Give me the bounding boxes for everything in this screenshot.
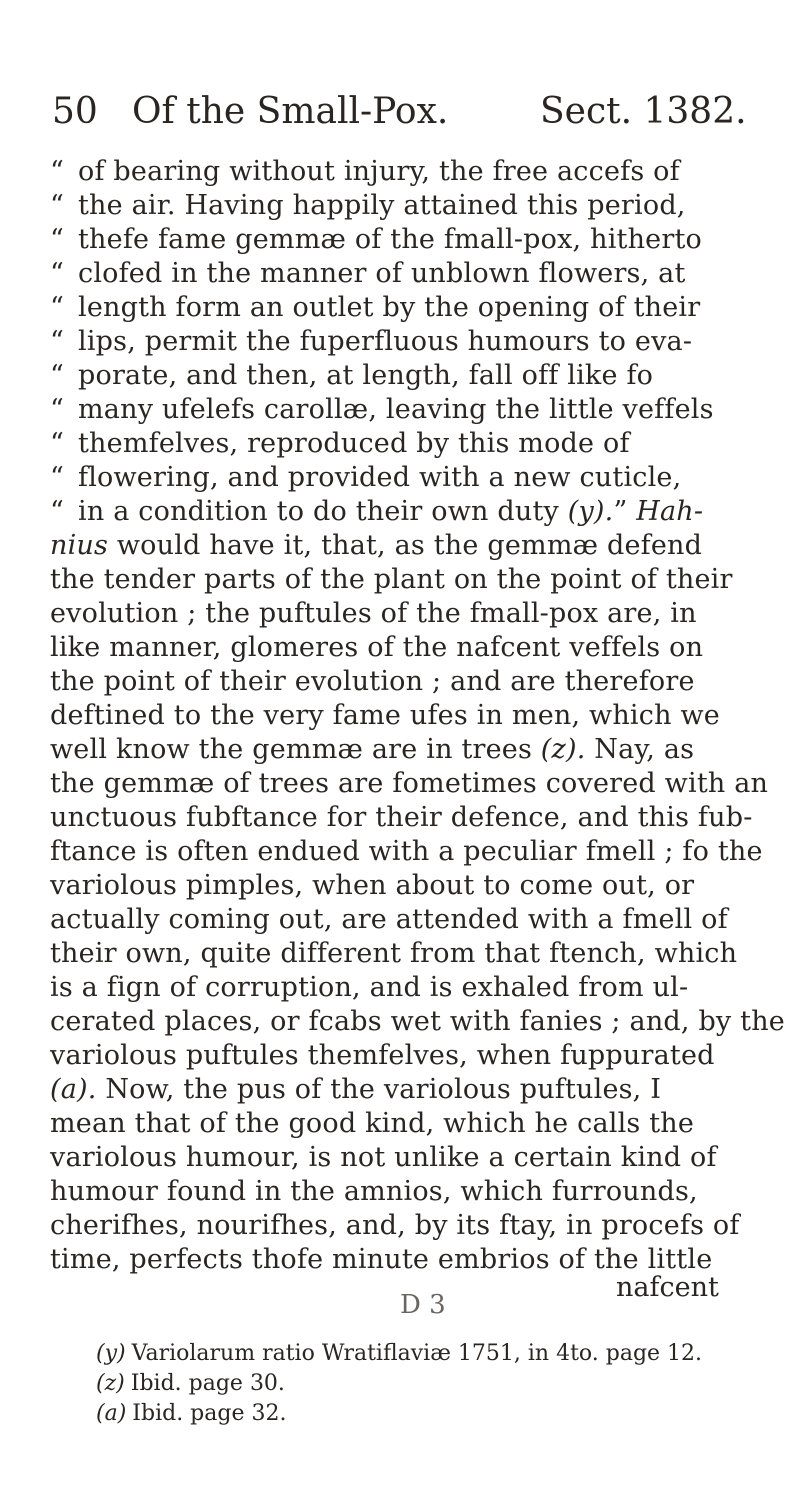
text-line: “ porate, and then, at length, fall off like fo: [50, 360, 654, 391]
text-line: well know the gemmæ are in trees (z). Nay, as: [50, 734, 695, 765]
text-line: the tender parts of the plant on the point of their: [50, 564, 733, 595]
text-line: cerated places, or fcabs wet with fanies ; and, by the: [50, 1006, 785, 1037]
text-line: “ thefe fame gemmæ of the fmall-pox, hitherto: [50, 224, 702, 255]
text-line: “ themfelves, reproduced by this mode of: [50, 428, 630, 459]
text-line: “ clofed in the manner of unblown flowers, at: [50, 258, 686, 289]
text-line: mean that of the good kind, which he calls the: [50, 1108, 695, 1139]
footnote: (y) Variolarum ratio Wratiflaviæ 1751, in 4to. page 12.: [96, 1341, 703, 1366]
running-title: Of the Small-Pox.: [132, 91, 449, 132]
text-line: variolous humour, is not unlike a certain kind of: [50, 1142, 717, 1173]
text-line: the gemmæ of trees are fometimes covered with an: [50, 768, 769, 799]
text-line: their own, quite different from that ftench, which: [50, 938, 738, 969]
text-line: time, perfects thofe minute embrios of the little: [50, 1244, 713, 1275]
text-line: variolous puftules themfelves, when fuppurated: [50, 1040, 715, 1071]
running-header: [52, 80, 772, 144]
catchword: nafcent: [616, 1272, 719, 1303]
page-number: 50: [52, 91, 98, 132]
text-line: “ of bearing without injury, the free accefs of: [50, 156, 680, 187]
footnote: (a) Ibid. page 32.: [96, 1401, 287, 1426]
text-line: nius would have it, that, as the gemmæ defend: [50, 530, 703, 561]
printer-signature-mark: D 3: [400, 1290, 446, 1320]
text-line: “ in a condition to do their own duty (y).” Hah-: [50, 496, 704, 527]
text-line: “ the air. Having happily attained this period,: [50, 190, 686, 221]
text-line: “ flowering, and provided with a new cuticle,: [50, 462, 682, 493]
text-line: the point of their evolution ; and are therefore: [50, 666, 695, 697]
text-line: deftined to the very fame ufes in men, which we: [50, 700, 720, 731]
text-line: “ length form an outlet by the opening of their: [50, 292, 701, 323]
text-line: is a fign of corruption, and is exhaled from ul-: [50, 972, 689, 1003]
text-line: humour found in the amnios, which furrounds,: [50, 1176, 698, 1207]
text-line: variolous pimples, when about to come out, or: [50, 870, 695, 901]
footnote: (z) Ibid. page 30.: [96, 1371, 285, 1396]
text-line: “ many ufelefs carollæ, leaving the little veffels: [50, 394, 714, 425]
text-line: like manner, glomeres of the nafcent veffels on: [50, 632, 704, 663]
text-line: ftance is often endued with a peculiar fmell ; fo the: [50, 836, 763, 867]
text-line: “ lips, permit the fuperfluous humours to eva-: [50, 326, 693, 357]
section-reference: Sect. 1382.: [540, 91, 747, 132]
text-line: unctuous fubftance for their defence, and this fub-: [50, 802, 753, 833]
text-line: actually coming out, are attended with a fmell of: [50, 904, 728, 935]
text-line: cherifhes, nourifhes, and, by its ftay, in procefs of: [50, 1210, 740, 1241]
text-line: (a). Now, the pus of the variolous puftules, I: [50, 1074, 662, 1105]
text-line: evolution ; the puftules of the fmall-pox are, in: [50, 598, 697, 629]
